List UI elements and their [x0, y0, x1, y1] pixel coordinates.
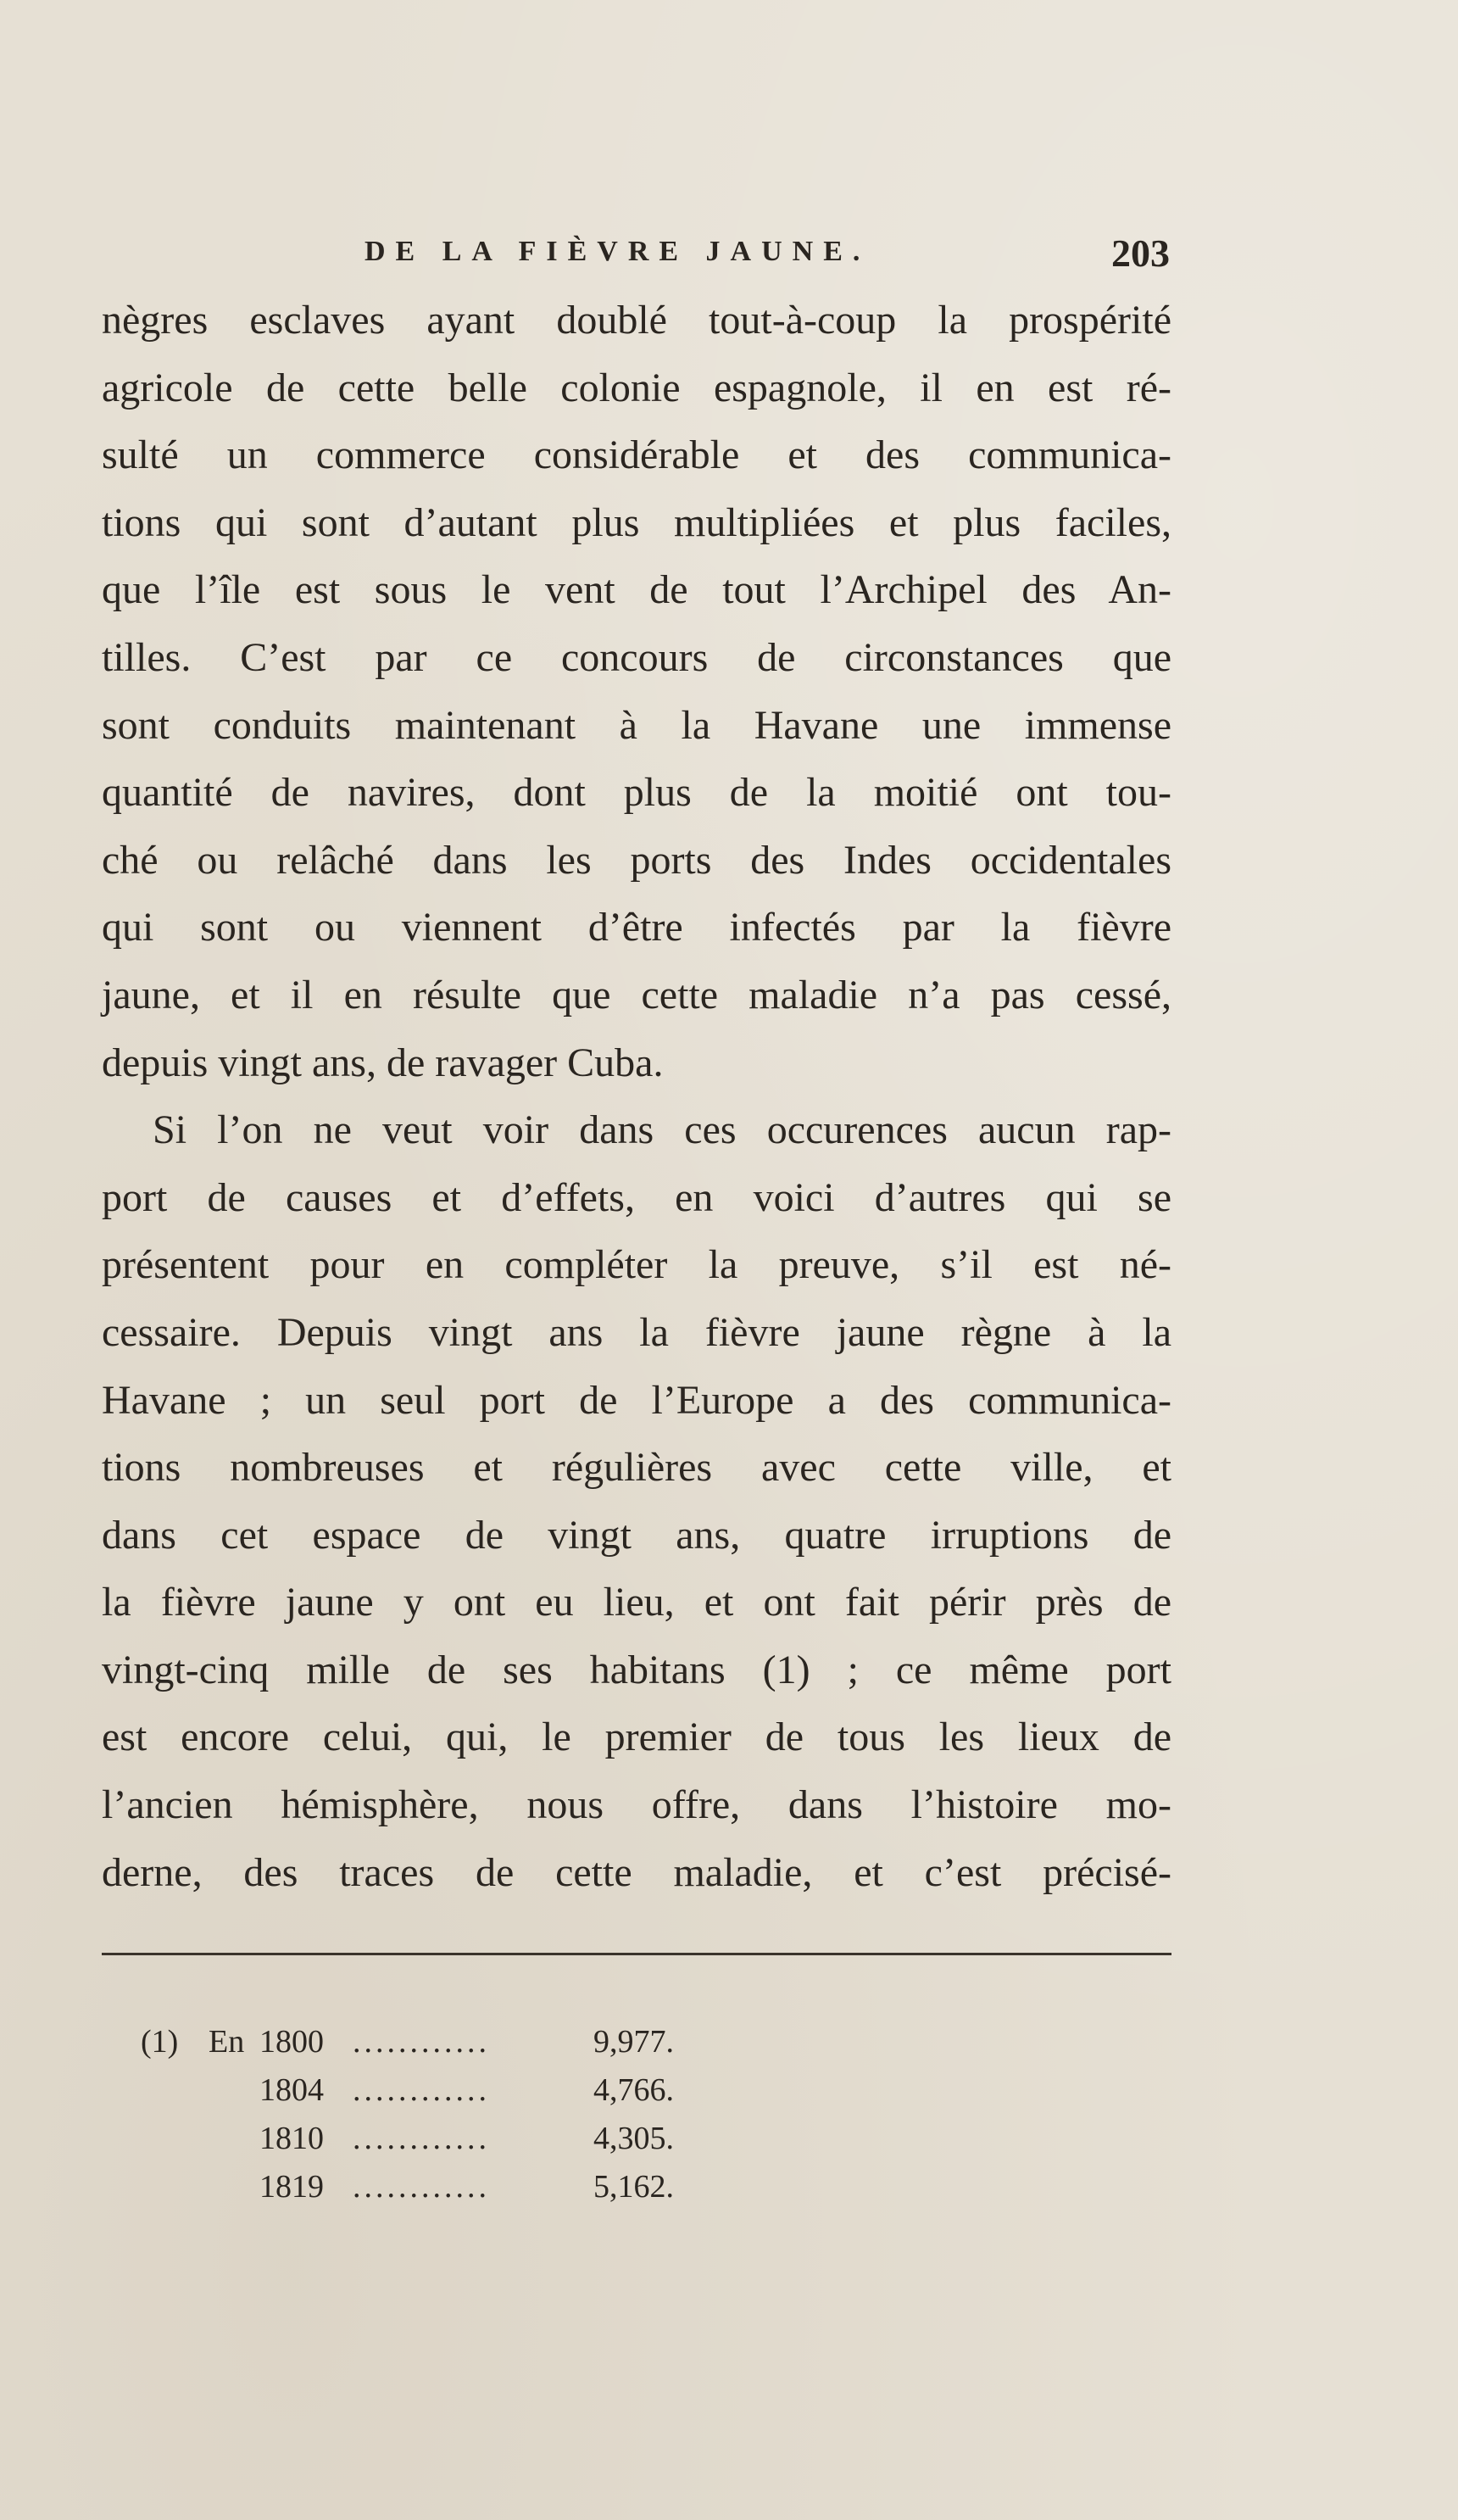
- running-title: DE LA FIÈVRE JAUNE.: [364, 236, 871, 267]
- footnote-leader-dots: ............: [353, 2121, 490, 2156]
- text-line: depuis vingt ans, de ravager Cuba.: [102, 1040, 664, 1085]
- footnote-row: [141, 2018, 734, 2066]
- text-line: quantité de navires, dont plus de la moitié ont tou-: [102, 770, 1171, 816]
- text-line: derne, des traces de cette maladie, et c’est précisé-: [102, 1849, 1171, 1895]
- text-line: la fièvre jaune y ont eu lieu, et ont fait périr près de: [102, 1580, 1171, 1625]
- page-number: 203: [1111, 231, 1170, 275]
- footnote-value: 5,162.: [593, 2169, 674, 2205]
- text-line: sulté un commerce considérable et des communica-: [102, 432, 1171, 478]
- text-line: Si l’on ne veut voir dans ces occurences aucun rap-: [153, 1107, 1171, 1153]
- text-line: nègres esclaves ayant doublé tout-à-coup la prospérité: [102, 298, 1171, 343]
- footnote-row: [141, 2066, 734, 2115]
- footnote-year: 1810: [259, 2121, 324, 2156]
- footnote-lead: En: [209, 2024, 245, 2060]
- text-line: port de causes et d’effets, en voici d’autres qui se: [102, 1174, 1171, 1220]
- text-line: cessaire. Depuis vingt ans la fièvre jaune règne à la: [102, 1309, 1171, 1355]
- footnote-rule: [102, 1953, 1171, 1955]
- footnote-value: 4,305.: [593, 2121, 674, 2156]
- footnote-year: 1800: [259, 2024, 324, 2060]
- text-line: ché ou relâché dans les ports des Indes occidentales: [102, 837, 1171, 883]
- footnote-leader-dots: ............: [353, 2072, 490, 2108]
- page-header: [356, 231, 1170, 278]
- text-line: est encore celui, qui, le premier de tous les lieux de: [102, 1714, 1171, 1760]
- body-text: [102, 287, 1171, 1906]
- footnote-marker: (1): [141, 2024, 179, 2060]
- text-line: dans cet espace de vingt ans, quatre irruptions de: [102, 1512, 1171, 1558]
- text-line: vingt-cinq mille de ses habitans (1) ; ce même port: [102, 1647, 1171, 1692]
- text-line: l’ancien hémisphère, nous offre, dans l’histoire mo-: [102, 1782, 1171, 1828]
- footnote-row: [141, 2115, 734, 2163]
- text-line: tions nombreuses et régulières avec cette ville, et: [102, 1445, 1171, 1491]
- footnote-leader-dots: ............: [353, 2169, 490, 2205]
- text-line: qui sont ou viennent d’être infectés par la fièvre: [102, 905, 1171, 951]
- text-line: agricole de cette belle colonie espagnole, il en est ré-: [102, 365, 1171, 410]
- text-line: Havane ; un seul port de l’Europe a des communica-: [102, 1377, 1171, 1423]
- text-line: tions qui sont d’autant plus multipliées et plus faciles,: [102, 499, 1171, 545]
- footnote-year: 1804: [259, 2072, 324, 2108]
- text-line: jaune, et il en résulte que cette maladie n’a pas cessé,: [102, 972, 1171, 1017]
- footnote-value: 4,766.: [593, 2072, 674, 2108]
- text-line: que l’île est sous le vent de tout l’Archipel des An-: [102, 567, 1171, 613]
- footnote-leader-dots: ............: [353, 2024, 490, 2060]
- text-line: sont conduits maintenant à la Havane une immense: [102, 702, 1171, 748]
- footnote: [141, 2018, 734, 2211]
- footnote-year: 1819: [259, 2169, 324, 2205]
- footnote-value: 9,977.: [593, 2024, 674, 2060]
- footnote-row: [141, 2163, 734, 2211]
- text-line: tilles. C’est par ce concours de circonstances que: [102, 634, 1171, 680]
- text-line: présentent pour en compléter la preuve, s’il est né-: [102, 1242, 1171, 1288]
